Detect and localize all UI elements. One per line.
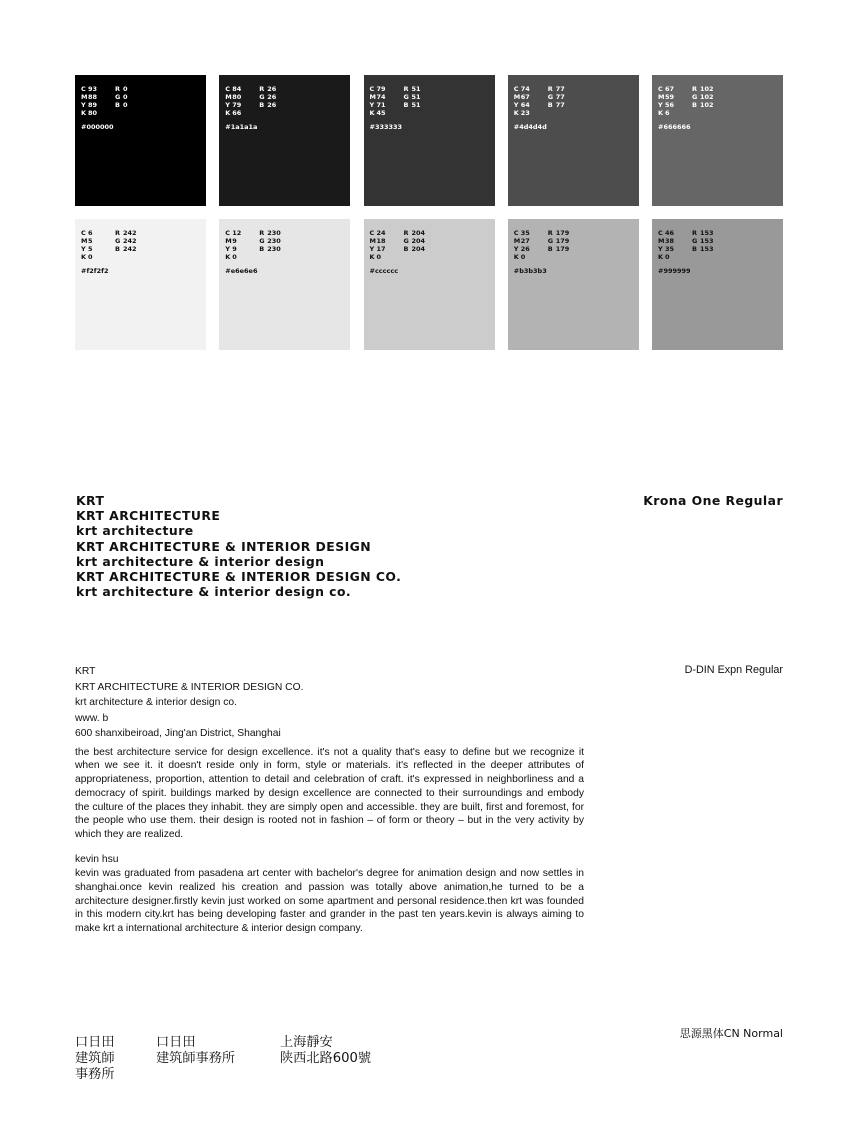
cn-line: 建筑師 xyxy=(75,1050,115,1066)
swatch-color-values xyxy=(658,85,714,117)
cmyk-key: M xyxy=(369,93,376,101)
rgb-key: R xyxy=(259,85,265,93)
swatch-hex-code: #333333 xyxy=(369,123,403,131)
rgb-value: 0 xyxy=(123,85,128,93)
rgb-value: 179 xyxy=(555,237,570,245)
rgb-value: 51 xyxy=(411,101,421,109)
cmyk-value: 88 xyxy=(88,93,98,101)
din-paragraph-bio: kevin was graduated from pasadena art center with bachelor's degree for animation design and now settles in shanghai.once kevin realized his creation and passion was totally above animation,he turned to be a architecture designer.firstly kevin just worked on some apartment and personal residence.then krt was founded in this modern city.krt has being developing faster and grander in the past ten years.kevin is always aiming to make krt a international architecture & interior design company. xyxy=(75,868,584,935)
cmyk-value: 56 xyxy=(665,101,675,109)
swatch-hex-code: #f2f2f2 xyxy=(81,267,109,275)
rgb-value: 204 xyxy=(411,245,426,253)
cmyk-key: K xyxy=(369,109,375,117)
cmyk-value: 0 xyxy=(520,253,526,261)
cmyk-key: M xyxy=(658,93,665,101)
rgb-value: 204 xyxy=(411,237,426,245)
color-swatch xyxy=(508,219,639,350)
rgb-value: 0 xyxy=(123,93,128,101)
din-line: KRT ARCHITECTURE & INTERIOR DESIGN CO. xyxy=(75,681,304,693)
cmyk-value: 23 xyxy=(520,109,530,117)
cmyk-value: 9 xyxy=(232,237,237,245)
swatch-color-values xyxy=(658,229,714,261)
rgb-value: 153 xyxy=(700,229,714,237)
rgb-value: 77 xyxy=(555,93,565,101)
rgb-value: 230 xyxy=(267,245,281,253)
rgb-key: G xyxy=(547,237,554,245)
cmyk-value: 89 xyxy=(88,101,98,109)
rgb-value: 230 xyxy=(267,237,281,245)
rgb-value: 242 xyxy=(123,229,137,237)
rgb-key: R xyxy=(115,229,121,237)
din-paragraph-philosophy: the best architecture service for design excellence. it's not a quality that's easy to define but we recognize it when we see it. it doesn't reside only in form, style or materials. it's reflected in the deeper attributes of appropriateness, proportion, attention to detail and celebration of craft. it's expressed in neighborliness and a democracy of spirit. buildings marked by design excellence are connected to their surroundings and embody the culture of the places they inhabit. they are simply open and accessible. they are built, first and foremost, for the people who use them. their design is rooted not in fashion – of form or theory – but in the very activity by which they are realized. xyxy=(75,746,584,841)
rgb-key: R xyxy=(692,229,698,237)
rgb-value: 26 xyxy=(267,101,277,109)
swatch-hex-code: #999999 xyxy=(658,267,691,275)
rgb-key: B xyxy=(115,245,120,253)
rgb-value: 242 xyxy=(123,237,137,245)
rgb-value: 0 xyxy=(123,101,128,109)
cmyk-value: 45 xyxy=(376,109,386,117)
rgb-value: 102 xyxy=(700,101,714,109)
cmyk-key: M xyxy=(225,237,232,245)
rgb-value: 51 xyxy=(411,85,421,93)
rgb-key: B xyxy=(259,101,265,109)
din-line: 600 shanxibeiroad, Jing'an District, Shanghai xyxy=(75,728,281,739)
rgb-key: B xyxy=(403,101,409,109)
cmyk-value: 17 xyxy=(376,245,386,253)
rgb-value: 179 xyxy=(555,245,570,253)
swatch-hex-code: #4d4d4d xyxy=(513,123,547,131)
krona-line: KRT ARCHITECTURE xyxy=(76,508,221,524)
rgb-key: R xyxy=(692,85,698,93)
cmyk-value: 67 xyxy=(520,93,530,101)
din-font-label: D-DIN Expn Regular xyxy=(684,664,783,676)
color-swatch xyxy=(75,219,206,350)
rgb-key: G xyxy=(692,93,698,101)
cmyk-value: 12 xyxy=(232,229,242,237)
rgb-key: R xyxy=(115,85,121,93)
cmyk-key: Y xyxy=(369,245,375,253)
color-swatch xyxy=(652,75,783,206)
cmyk-key: C xyxy=(658,229,663,237)
cmyk-value: 0 xyxy=(665,253,670,261)
cmyk-key: C xyxy=(513,85,519,93)
rgb-value: 153 xyxy=(700,245,714,253)
cn-line: 上海靜安 xyxy=(280,1035,333,1050)
cn-sample-col-3 xyxy=(280,1035,371,1067)
cmyk-value: 67 xyxy=(665,85,675,93)
cmyk-value: 59 xyxy=(665,93,675,101)
cmyk-key: M xyxy=(81,237,88,245)
cn-sample-col-2 xyxy=(156,1035,235,1067)
swatch-color-values xyxy=(370,229,426,261)
color-swatch xyxy=(364,219,495,350)
rgb-key: G xyxy=(259,237,265,245)
cmyk-key: K xyxy=(81,109,87,117)
din-sample-text xyxy=(75,664,584,936)
krona-line: KRT ARCHITECTURE & INTERIOR DESIGN xyxy=(76,538,372,554)
cn-line: 口日田 xyxy=(75,1035,115,1050)
rgb-key: G xyxy=(403,237,409,245)
cmyk-value: 80 xyxy=(88,109,98,117)
cmyk-value: 5 xyxy=(88,237,93,245)
cmyk-key: K xyxy=(225,253,231,261)
cmyk-value: 27 xyxy=(520,237,530,245)
rgb-key: R xyxy=(403,229,409,237)
krona-line: krt architecture xyxy=(76,523,194,539)
cmyk-key: K xyxy=(658,109,664,117)
cmyk-key: Y xyxy=(513,245,519,253)
rgb-key: G xyxy=(547,93,554,101)
rgb-key: B xyxy=(547,101,553,109)
rgb-value: 204 xyxy=(411,229,426,237)
cmyk-value: 84 xyxy=(232,85,242,93)
rgb-value: 179 xyxy=(555,229,570,237)
cmyk-value: 18 xyxy=(376,237,386,245)
swatch-hex-code: #000000 xyxy=(81,123,114,131)
swatch-hex-code: #e6e6e6 xyxy=(225,267,258,275)
cmyk-value: 24 xyxy=(376,229,386,237)
cmyk-key: K xyxy=(225,109,231,117)
cn-font-label: 思源黑体CN Normal xyxy=(679,1027,783,1040)
cmyk-key: M xyxy=(658,237,665,245)
swatch-hex-code: #cccccc xyxy=(369,267,399,275)
cmyk-key: K xyxy=(513,109,519,117)
cmyk-value: 0 xyxy=(376,253,382,261)
cmyk-key: Y xyxy=(225,101,230,109)
cmyk-key: Y xyxy=(658,101,663,109)
cmyk-value: 5 xyxy=(88,245,93,253)
krona-line: KRT ARCHITECTURE & INTERIOR DESIGN CO. xyxy=(76,569,402,585)
cmyk-key: M xyxy=(81,93,88,101)
swatch-hex-code: #666666 xyxy=(658,123,691,131)
krona-line: krt architecture & interior design co. xyxy=(76,584,352,600)
swatch-hex-code: #b3b3b3 xyxy=(513,267,547,275)
color-swatch xyxy=(364,75,495,206)
cmyk-key: Y xyxy=(81,101,86,109)
cmyk-key: M xyxy=(225,93,232,101)
cmyk-key: K xyxy=(81,253,87,261)
cmyk-value: 9 xyxy=(232,245,237,253)
cmyk-key: C xyxy=(658,85,663,93)
cmyk-value: 26 xyxy=(520,245,530,253)
cmyk-value: 35 xyxy=(520,229,530,237)
color-swatch xyxy=(219,219,350,350)
rgb-key: B xyxy=(692,245,697,253)
rgb-value: 26 xyxy=(267,93,277,101)
cmyk-value: 74 xyxy=(376,93,386,101)
swatch-color-values xyxy=(370,85,421,117)
cmyk-value: 79 xyxy=(376,85,386,93)
rgb-key: B xyxy=(403,245,409,253)
cn-line: 口日田 xyxy=(156,1035,196,1050)
rgb-value: 51 xyxy=(411,93,421,101)
cmyk-key: Y xyxy=(658,245,663,253)
color-swatch xyxy=(75,75,206,206)
color-swatch xyxy=(219,75,350,206)
din-line: www. b xyxy=(75,712,109,724)
cmyk-value: 64 xyxy=(520,101,530,109)
rgb-key: R xyxy=(547,229,553,237)
cmyk-key: M xyxy=(513,93,521,101)
rgb-key: G xyxy=(115,93,121,101)
cmyk-value: 66 xyxy=(232,109,242,117)
cmyk-value: 38 xyxy=(665,237,675,245)
din-line: KRT xyxy=(75,666,96,677)
cmyk-key: C xyxy=(81,85,86,93)
cmyk-value: 46 xyxy=(665,229,675,237)
rgb-value: 242 xyxy=(123,245,137,253)
color-swatch xyxy=(652,219,783,350)
cmyk-key: C xyxy=(225,229,231,237)
cmyk-key: Y xyxy=(81,245,86,253)
cmyk-value: 6 xyxy=(665,109,670,117)
color-swatch-grid xyxy=(75,75,783,350)
cmyk-value: 6 xyxy=(88,229,93,237)
cmyk-key: K xyxy=(369,253,375,261)
rgb-value: 26 xyxy=(267,85,277,93)
din-subhead: kevin hsu xyxy=(75,854,119,866)
rgb-key: G xyxy=(692,237,698,245)
cmyk-value: 93 xyxy=(88,85,98,93)
cmyk-key: K xyxy=(513,253,519,261)
cmyk-value: 35 xyxy=(665,245,675,253)
rgb-key: R xyxy=(547,85,553,93)
color-swatch xyxy=(508,75,639,206)
krona-line: krt architecture & interior design xyxy=(76,553,325,569)
swatch-color-values xyxy=(514,85,565,117)
rgb-key: G xyxy=(403,93,409,101)
cmyk-key: C xyxy=(81,229,86,237)
cmyk-key: C xyxy=(513,229,519,237)
krona-line: KRT xyxy=(76,493,105,508)
rgb-value: 230 xyxy=(267,229,281,237)
swatch-color-values xyxy=(225,85,276,117)
rgb-value: 102 xyxy=(700,85,714,93)
rgb-key: B xyxy=(259,245,265,253)
rgb-key: R xyxy=(403,85,409,93)
swatch-color-values xyxy=(81,85,128,117)
cmyk-key: K xyxy=(658,253,664,261)
cmyk-key: Y xyxy=(513,101,519,109)
swatch-color-values xyxy=(514,229,570,261)
cmyk-key: Y xyxy=(369,101,375,109)
swatch-color-values xyxy=(225,229,281,261)
rgb-value: 77 xyxy=(555,85,565,93)
cmyk-key: C xyxy=(369,229,375,237)
cmyk-key: M xyxy=(513,237,521,245)
rgb-value: 77 xyxy=(555,101,565,109)
krona-sample-text xyxy=(76,493,401,599)
cmyk-value: 0 xyxy=(88,253,93,261)
din-line: krt architecture & interior design co. xyxy=(75,697,237,708)
cmyk-value: 80 xyxy=(232,93,242,101)
rgb-key: G xyxy=(259,93,265,101)
rgb-key: B xyxy=(115,101,120,109)
cmyk-value: 74 xyxy=(520,85,530,93)
swatch-color-values xyxy=(81,229,137,261)
cn-line: 陕西北路600號 xyxy=(280,1050,372,1066)
rgb-value: 153 xyxy=(700,237,714,245)
cmyk-key: M xyxy=(369,237,376,245)
rgb-key: G xyxy=(115,237,121,245)
rgb-key: R xyxy=(259,229,265,237)
cmyk-value: 0 xyxy=(232,253,237,261)
krona-font-label: Krona One Regular xyxy=(643,493,783,508)
rgb-key: B xyxy=(547,245,553,253)
cmyk-key: C xyxy=(225,85,231,93)
cmyk-key: C xyxy=(369,85,375,93)
cn-sample-col-1 xyxy=(75,1035,115,1082)
cmyk-key: Y xyxy=(225,245,230,253)
cn-line: 事務所 xyxy=(75,1066,115,1082)
rgb-key: B xyxy=(692,101,697,109)
cmyk-value: 79 xyxy=(232,101,242,109)
rgb-value: 102 xyxy=(700,93,714,101)
swatch-hex-code: #1a1a1a xyxy=(225,123,258,131)
cmyk-value: 71 xyxy=(376,101,386,109)
cn-line: 建筑師事務所 xyxy=(156,1050,236,1066)
